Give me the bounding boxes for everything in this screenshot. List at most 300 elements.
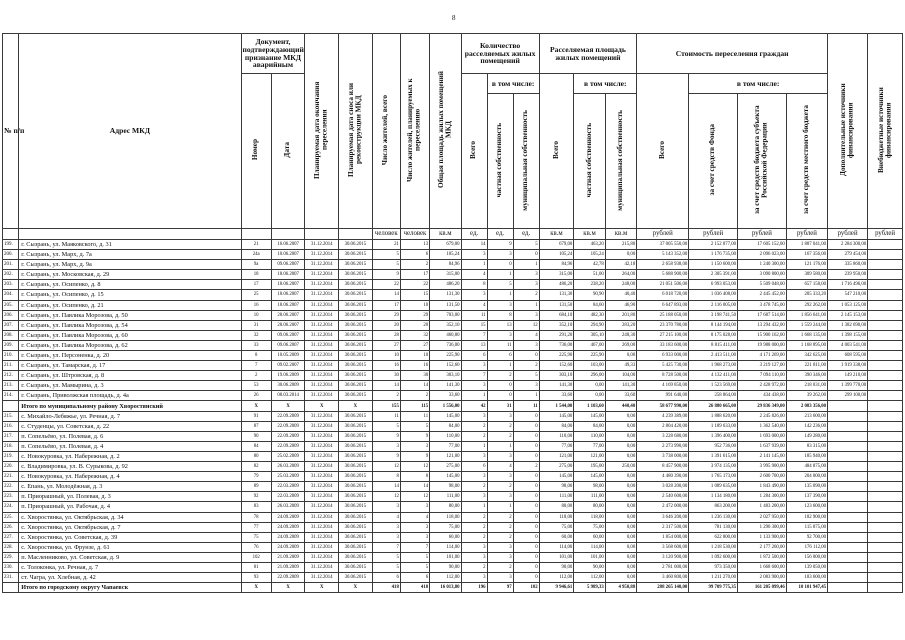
cell: 80,00 xyxy=(574,502,605,512)
cell: 6 xyxy=(461,351,487,361)
address-cell: с. Студенцы, ул. Советская, д. 22 xyxy=(19,421,241,431)
cell: 3 xyxy=(461,451,487,461)
cell: 2 284 300,00 xyxy=(828,239,868,249)
cell: 3 xyxy=(400,441,429,451)
col-cost-including: в том числе: xyxy=(689,74,828,94)
cell: 6 xyxy=(400,573,429,583)
cell: 4 171 269,00 xyxy=(738,351,787,361)
cell: 225,90 xyxy=(430,351,461,361)
cell: 3 xyxy=(461,411,487,421)
address-cell: г. Сызрань, ул. Московская, д. 29 xyxy=(19,270,241,280)
cell: 3 646 200,00 xyxy=(637,512,689,522)
cell: 26.03.2009 xyxy=(271,462,305,472)
address-cell: г. Сызрань, ул. Мамырина, д. 3 xyxy=(19,381,241,391)
cell: 31.12.2014 xyxy=(305,371,339,381)
cell: 30.06.2015 xyxy=(339,361,373,371)
cell xyxy=(868,522,903,532)
address-cell: г. Сызрань, ул. Штровская, д. 8 xyxy=(19,371,241,381)
address-cell: г. Сызрань, Приволжская площадь, д. 4а xyxy=(19,391,241,401)
cell: 31.12.2014 xyxy=(305,431,339,441)
cell: 7 xyxy=(461,330,487,340)
row-number: 218. xyxy=(3,441,19,451)
cell: 6 993 053,00 xyxy=(689,280,738,290)
row-number: 225. xyxy=(3,512,19,522)
table-row xyxy=(3,280,903,290)
cell: 10 101 947,45 xyxy=(786,583,827,593)
unit-blank xyxy=(19,228,241,239)
col-planned-demolition xyxy=(339,34,373,229)
cell: 51,00 xyxy=(574,270,605,280)
cell: 2 xyxy=(461,431,487,441)
cell: 418 xyxy=(400,583,429,593)
cell: 195,00 xyxy=(574,462,605,472)
cell: 84,00 xyxy=(430,421,461,431)
cell: 248,00 xyxy=(605,280,636,290)
cell: 4 xyxy=(461,300,487,310)
cell: 105,24 xyxy=(574,250,605,260)
row-number: 209. xyxy=(3,340,19,350)
cell: 1 xyxy=(487,270,513,280)
col-additional-label: Дополнительные источники финансирования xyxy=(839,83,855,177)
cell: 118,00 xyxy=(574,512,605,522)
col-residents-planned-label: Число жителей, планируемых к переселению xyxy=(406,78,422,182)
cell: 8 728 500,00 xyxy=(637,371,689,381)
cell: 27 215 100,00 xyxy=(637,330,689,340)
cell: 101,00 xyxy=(430,552,461,562)
cell: 1 854 000,00 xyxy=(637,532,689,542)
cell: 21 xyxy=(372,239,400,249)
cell: 80 xyxy=(241,451,271,461)
cell: 5 xyxy=(372,421,400,431)
cell: 2 273 990,00 xyxy=(637,441,689,451)
cell: 5 xyxy=(400,562,429,572)
cell: 863 200,00 xyxy=(689,502,738,512)
col-count-private xyxy=(487,94,513,229)
cell: 31.12.2014 xyxy=(305,330,339,340)
cell: 12 xyxy=(513,320,539,330)
cell: 167 356,00 xyxy=(786,250,827,260)
cell: 352,10 xyxy=(430,320,461,330)
cell: 12 xyxy=(400,492,429,502)
cell: 238,20 xyxy=(574,280,605,290)
address-cell: п. Сопельёво, ул. Полевая, д. 6 xyxy=(19,431,241,441)
cell: 3 028 200,00 xyxy=(637,482,689,492)
row-number: 222. xyxy=(3,482,19,492)
cell: 28 xyxy=(372,330,400,340)
cell: 76 xyxy=(241,542,271,552)
unit-blank xyxy=(305,228,339,239)
cell: 3 219 127,00 xyxy=(738,361,787,371)
col-planned-end xyxy=(305,34,339,229)
cell: 0 xyxy=(487,381,513,391)
cell: 102 xyxy=(513,583,539,593)
cell xyxy=(868,431,903,441)
cell: 221 811,00 xyxy=(786,361,827,371)
cell: 1 668 600,00 xyxy=(738,562,787,572)
cell: 1 189 633,00 xyxy=(689,421,738,431)
cell: 77,00 xyxy=(430,441,461,451)
col-doc-date xyxy=(271,74,305,229)
table-row xyxy=(3,573,903,583)
cell: 2 xyxy=(487,512,513,522)
table-row xyxy=(3,472,903,482)
cell: 110,00 xyxy=(539,431,574,441)
cell xyxy=(828,562,868,572)
col-cost-regional-label: за счет средств бюджета субъекта Российской Федерации xyxy=(753,105,769,215)
cell: 5 509 048,00 xyxy=(738,280,787,290)
unit-cell: рублей xyxy=(689,228,738,239)
cell: 15 xyxy=(461,320,487,330)
cell xyxy=(868,361,903,371)
cell: 75,00 xyxy=(430,522,461,532)
cell: 11 xyxy=(400,411,429,421)
cell: 3 xyxy=(513,340,539,350)
cell: 16 xyxy=(372,361,400,371)
cell: 145,00 xyxy=(574,472,605,482)
unit-cell: кв.м xyxy=(574,228,605,239)
cell xyxy=(868,482,903,492)
cell xyxy=(828,482,868,492)
unit-cell: ед. xyxy=(513,228,539,239)
cell: 2 540 600,00 xyxy=(637,492,689,502)
address-cell: г. Сызрань, ул. Павлика Морозова, д. 50 xyxy=(19,310,241,320)
cell: 0,00 xyxy=(605,512,636,522)
cell: 4 xyxy=(513,330,539,340)
cell: 248,30 xyxy=(605,330,636,340)
cell: 12 xyxy=(372,462,400,472)
cell: 101,00 xyxy=(539,552,574,562)
address-cell: г. Сызрань, ул. Павлика Морозова, д. 54 xyxy=(19,320,241,330)
cell xyxy=(868,552,903,562)
cell: 149 210,00 xyxy=(828,371,868,381)
row-number: 216. xyxy=(3,421,19,431)
table-row xyxy=(3,391,903,401)
cell: 10 xyxy=(241,310,271,320)
table-row xyxy=(3,512,903,522)
address-cell: п. Приорашный, ул. Полевая, д. 3 xyxy=(19,492,241,502)
cell: 1 240 300,00 xyxy=(738,260,787,270)
cell: 5 xyxy=(513,239,539,249)
cell: 684,10 xyxy=(539,310,574,320)
col-extrabudget xyxy=(868,34,903,229)
unit-cell: рублей xyxy=(786,228,827,239)
cell: 5 xyxy=(372,250,400,260)
cell: 1 xyxy=(513,260,539,270)
cell: 42,78 xyxy=(574,260,605,270)
cell: 1 919 338,00 xyxy=(828,361,868,371)
cell: 3 xyxy=(513,310,539,320)
cell: 3 738 000,00 xyxy=(637,451,689,461)
cell: 114,00 xyxy=(430,542,461,552)
cell: 98,00 xyxy=(430,482,461,492)
cell: 1 218 530,00 xyxy=(689,542,738,552)
cell: 288 265 140,00 xyxy=(637,583,689,593)
cell: 30.06.2015 xyxy=(339,351,373,361)
address-cell: с. Хворостянка, ул. Советская, д. 39 xyxy=(19,532,241,542)
cell: 30.06.2015 xyxy=(339,562,373,572)
table-row xyxy=(3,250,903,260)
cell: 3 xyxy=(487,492,513,502)
cell: 8 144 194,00 xyxy=(689,320,738,330)
cell: 42 xyxy=(461,401,487,411)
cell: 14 xyxy=(400,482,429,492)
cell: 608 595,00 xyxy=(828,351,868,361)
cell: 30.06.2015 xyxy=(339,573,373,583)
col-total-area xyxy=(430,34,461,229)
cell: 27 xyxy=(400,340,429,350)
row-number: 200. xyxy=(3,250,19,260)
table-row xyxy=(3,340,903,350)
col-cost-regional xyxy=(738,94,787,229)
cell: 679,00 xyxy=(539,239,574,249)
cell: 6 933 000,00 xyxy=(637,351,689,361)
cell: 1 290 300,00 xyxy=(738,522,787,532)
cell: 205 333,20 xyxy=(786,290,827,300)
cell: 7 xyxy=(372,542,400,552)
cell: 8 xyxy=(400,472,429,482)
cell: 2 xyxy=(241,371,271,381)
cell: 1 483 200,00 xyxy=(738,502,787,512)
cell: 21.09.2009 xyxy=(271,552,305,562)
cell: 31.12.2014 xyxy=(305,542,339,552)
cell: 17 xyxy=(241,280,271,290)
row-number: 229. xyxy=(3,552,19,562)
cell: 11 xyxy=(487,340,513,350)
table-row xyxy=(3,451,903,461)
cell: 5 143 352,00 xyxy=(637,250,689,260)
cell: 5 xyxy=(372,260,400,270)
cell: 3 xyxy=(487,573,513,583)
cell: 0 xyxy=(513,250,539,260)
cell: 1 176 735,00 xyxy=(689,250,738,260)
cell: 75,00 xyxy=(539,522,574,532)
cell: 30.06.2015 xyxy=(339,371,373,381)
cell: 309 580,00 xyxy=(786,270,827,280)
cell: 486,20 xyxy=(430,280,461,290)
cell: 16 xyxy=(400,361,429,371)
cell: 81 xyxy=(241,562,271,572)
cell: 31.12.2014 xyxy=(305,512,339,522)
cell: 93 xyxy=(241,573,271,583)
cell: 17 xyxy=(400,270,429,280)
cell: 30.06.2015 xyxy=(339,290,373,300)
cell: 1 236 130,00 xyxy=(689,512,738,522)
cell: 7 094 110,00 xyxy=(738,371,787,381)
cell: 141,30 xyxy=(539,381,574,391)
cell: 4 003 541,00 xyxy=(828,340,868,350)
cell: 32 xyxy=(400,330,429,340)
table-row xyxy=(3,562,903,572)
cell: 0 xyxy=(513,451,539,461)
cell: 0,00 xyxy=(605,411,636,421)
cell: 31.12.2014 xyxy=(305,502,339,512)
cell: 1 150 600,00 xyxy=(689,260,738,270)
cell: 213 600,00 xyxy=(786,411,827,421)
cell: 28.06.2007 xyxy=(271,320,305,330)
col-extrabudget-label: Внебюджетные источники финансирования xyxy=(876,87,893,173)
cell: 0 xyxy=(513,573,539,583)
cell: 39 262,00 xyxy=(786,391,827,401)
cell: 1 362 540,00 xyxy=(738,421,787,431)
cell: 09.06.2007 xyxy=(271,260,305,270)
cell: 182 900,00 xyxy=(786,512,827,522)
cell: 42,18 xyxy=(605,260,636,270)
address-cell: г. Сызрань, ул. Марх, д. 7а xyxy=(19,250,241,260)
cell: X xyxy=(339,583,373,593)
total-row xyxy=(3,401,903,411)
cell: 10.05.2009 xyxy=(271,351,305,361)
cell: 30.06.2015 xyxy=(339,542,373,552)
cell: 131,30 xyxy=(539,290,574,300)
address-cell: г. Сызрань, ул. Маяковского, д. 31 xyxy=(19,239,241,249)
cell: 0,00 xyxy=(605,542,636,552)
cell: 20 xyxy=(400,320,429,330)
table-body xyxy=(3,239,903,592)
cell: 0,00 xyxy=(574,381,605,391)
total-row xyxy=(3,583,903,593)
cell xyxy=(828,411,868,421)
cell: 1 xyxy=(487,290,513,300)
address-cell: с. Хворостянка, ул. Октябрьская, д. 7 xyxy=(19,522,241,532)
col-cost-total-label: Всего xyxy=(657,141,666,159)
cell: 80,00 xyxy=(430,502,461,512)
cell: 30.06.2015 xyxy=(339,300,373,310)
cell: 131,50 xyxy=(539,300,574,310)
col-count-municipal-label: муниципальная собственность xyxy=(521,109,530,211)
cell: 2 245 826,00 xyxy=(738,411,787,421)
unit-cell: ед. xyxy=(461,228,487,239)
cell: 13 xyxy=(487,320,513,330)
cell xyxy=(868,300,903,310)
cell xyxy=(828,583,868,593)
row-number: 228. xyxy=(3,542,19,552)
cell: 102 xyxy=(241,552,271,562)
cell: 145,00 xyxy=(539,411,574,421)
cell: 30.06.2015 xyxy=(339,421,373,431)
table-row xyxy=(3,522,903,532)
cell: X xyxy=(339,401,373,411)
cell: 31.12.2014 xyxy=(305,562,339,572)
col-doc-number xyxy=(241,74,271,229)
cell: 279 454,00 xyxy=(828,250,868,260)
cell: 0,00 xyxy=(605,421,636,431)
cell: 75,00 xyxy=(574,522,605,532)
cell: 30.06.2015 xyxy=(339,522,373,532)
cell: 121,00 xyxy=(539,451,574,461)
cell: 77,00 xyxy=(574,441,605,451)
cell: 0,00 xyxy=(605,552,636,562)
table-row xyxy=(3,300,903,310)
cell xyxy=(868,330,903,340)
cell: 3 xyxy=(487,411,513,421)
cell: 3 974 135,00 xyxy=(689,462,738,472)
cell: 1 968 273,00 xyxy=(689,361,738,371)
cell: 294,90 xyxy=(574,320,605,330)
address-cell: г. Сызрань, ул. Персоненка, д. 20 xyxy=(19,351,241,361)
cell: 21 051 506,00 xyxy=(637,280,689,290)
cell: 83 xyxy=(241,502,271,512)
cell: 161 205 099,46 xyxy=(738,583,787,593)
cell: 31 xyxy=(487,401,513,411)
cell: 31.12.2014 xyxy=(305,573,339,583)
cell: 2 xyxy=(400,260,429,270)
cell: 2 658 938,00 xyxy=(637,260,689,270)
page-number: 8 xyxy=(452,14,456,22)
col-count-total-label: Всего xyxy=(469,141,478,159)
cell: 97 xyxy=(487,583,513,593)
cell: 283,20 xyxy=(605,320,636,330)
cell: 1 089 635,00 xyxy=(689,482,738,492)
cell: 22.09.2009 xyxy=(271,421,305,431)
cell xyxy=(828,451,868,461)
cell: 2 145 153,00 xyxy=(828,310,868,320)
address-cell: п. Приорашный, ул. Рабочая, д. 4 xyxy=(19,502,241,512)
col-cost-fund xyxy=(689,94,738,229)
cell: 0 xyxy=(487,391,513,401)
cell: 218 031,00 xyxy=(786,381,827,391)
col-cost-local-label: за счет средств местного бюджета xyxy=(802,105,811,215)
cell: 80,00 xyxy=(539,502,574,512)
cell: 30.06.2015 xyxy=(339,260,373,270)
cell: 31.12.2014 xyxy=(305,451,339,461)
cell: 31.12.2014 xyxy=(305,270,339,280)
cell: 2 xyxy=(461,562,487,572)
cell: 269,00 xyxy=(605,340,636,350)
cell: 115 xyxy=(400,401,429,411)
cell: 18.06.2007 xyxy=(271,300,305,310)
cell: 149 280,00 xyxy=(786,431,827,441)
cell: 0,00 xyxy=(605,472,636,482)
cell: 1 xyxy=(461,502,487,512)
cell: 84,96 xyxy=(539,260,574,270)
cell: 8 457 900,00 xyxy=(637,462,689,472)
cell: 137 390,00 xyxy=(786,492,827,502)
cell: 250,00 xyxy=(605,462,636,472)
cell: 303,10 xyxy=(430,371,461,381)
row-number: 223. xyxy=(3,492,19,502)
cell: 12 xyxy=(372,492,400,502)
unit-cell: человек xyxy=(372,228,400,239)
cell: 111,00 xyxy=(539,492,574,502)
cell: 77,00 xyxy=(539,441,574,451)
cell: 6 xyxy=(461,462,487,472)
cell: 3 xyxy=(400,522,429,532)
cell: 2 xyxy=(487,522,513,532)
cell: 467,00 xyxy=(574,340,605,350)
total-label: Итого по муниципальному району Хворостянский xyxy=(19,401,241,411)
cell: 2 xyxy=(487,532,513,542)
cell xyxy=(868,391,903,401)
cell: 75 xyxy=(241,532,271,542)
cell xyxy=(828,522,868,532)
address-cell: п. Масленниково, ул. Советская, д. 9 xyxy=(19,552,241,562)
cell: 78 xyxy=(241,512,271,522)
cell: 79 xyxy=(241,472,271,482)
cell: 305,10 xyxy=(574,330,605,340)
cell: 4 132 411,00 xyxy=(689,371,738,381)
cell: 0,00 xyxy=(605,431,636,441)
cell: 105,24 xyxy=(539,250,574,260)
cell: 24.09.2009 xyxy=(271,522,305,532)
cell: 3 xyxy=(487,451,513,461)
cell: 155 xyxy=(372,401,400,411)
cell: 3 460 800,00 xyxy=(637,573,689,583)
cell: 8 xyxy=(487,310,513,320)
table-row xyxy=(3,502,903,512)
cell: 82 xyxy=(241,462,271,472)
cell: 101,00 xyxy=(574,552,605,562)
cell: 2 096 023,00 xyxy=(738,250,787,260)
